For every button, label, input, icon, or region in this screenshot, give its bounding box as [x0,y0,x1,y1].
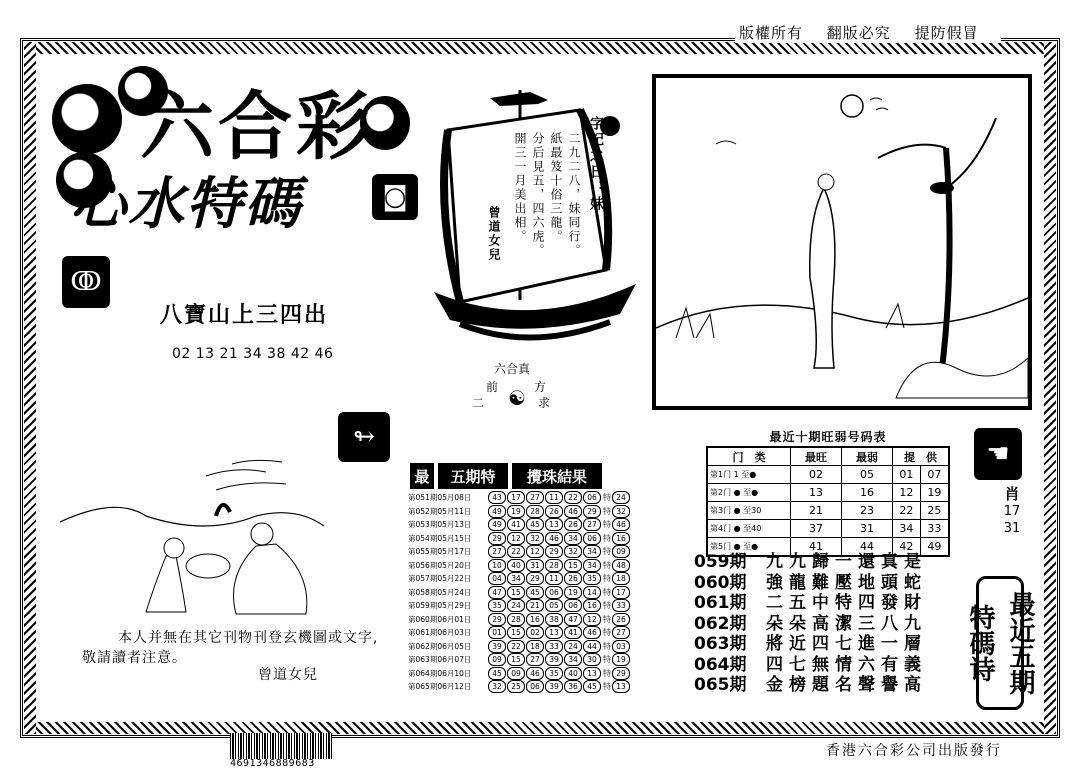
result-ball: 06 [545,586,563,599]
result-ball: 30 [583,653,601,666]
goose-icon: ↬ [338,412,390,462]
result-ball: 17 [507,491,525,504]
result-row [408,505,648,519]
result-ball: 29 [583,505,601,518]
result-ball: 28 [526,505,544,518]
stats-row [707,484,949,502]
result-ball: 24 [507,599,525,612]
result-ball: 32 [526,532,544,545]
col-provide: 提 供 [893,447,950,466]
seal-top-text: 六合真 [494,362,531,376]
result-ball: 29 [488,532,506,545]
result-period: 第061期06月03日 [408,628,472,638]
result-ball: 49 [488,518,506,531]
result-ball: 09 [488,653,506,666]
stats-title: 最近十期旺弱号码表 [769,430,887,444]
result-ball: 46 [564,505,582,518]
seal-bottom-left-text: 二 [472,396,485,410]
results-header-3: 攪珠結果 [512,463,602,489]
copyright-text-2: 翻版必究 [826,24,891,42]
results-header-1: 最 [410,463,434,489]
result-ball: 22 [507,545,525,558]
result-ball: 31 [526,559,544,572]
center-seal [468,360,578,416]
result-ball: 10 [488,559,506,572]
result-ball: 16 [526,613,544,626]
result-ball: 45 [583,680,601,693]
result-ball: 13 [545,626,563,639]
poem-period: 059期 [694,552,747,572]
poem-text: 四七無情六有義 [766,654,927,675]
decorative-blob-icon [52,84,122,154]
result-ball: 49 [488,505,506,518]
special-ball: 26 [612,613,630,626]
stats-cell-cold: 23 [842,502,893,520]
poem-row [694,614,927,635]
stats-cell-p2: 25 [920,502,949,520]
ship-verse-line-2: 紙最笈十俗三龍。 [549,132,563,244]
result-ball: 46 [526,667,544,680]
copyright-text-1: 版權所有 [739,24,804,42]
result-ball: 26 [545,505,563,518]
result-ball: 28 [545,559,563,572]
special-label: 特 [603,668,611,678]
special-ball: 32 [612,505,630,518]
result-ball: 32 [564,545,582,558]
special-label: 特 [603,587,611,597]
col-cold: 最弱 [842,447,893,466]
result-row [408,667,648,681]
poem-period: 060期 [694,572,747,593]
result-period: 第054期05月15日 [408,533,472,543]
stats-cell-gate: 第1门 1 至● [707,466,791,484]
result-period: 第065期06月12日 [408,682,472,692]
seal-right-text: 方 [534,380,547,394]
result-ball: 45 [526,586,544,599]
special-ball: 09 [612,545,630,558]
result-ball: 06 [526,680,544,693]
ship-heading: 字記之日：妹 [588,116,604,212]
result-row [408,572,648,586]
result-ball: 34 [583,559,601,572]
special-ball: 33 [612,599,630,612]
riddle-numbers: 02 13 21 34 38 42 46 [172,346,334,362]
stats-cell-p1: 22 [893,502,921,520]
result-ball: 39 [488,640,506,653]
special-label: 特 [603,682,611,692]
poem-period: 064期 [694,654,747,675]
special-label: 特 [603,547,611,557]
result-ball: 34 [583,545,601,558]
stats-cell-cold: 31 [842,520,893,538]
result-ball: 22 [507,640,525,653]
poem-banner: 最近五期特碼诗 [976,576,1024,710]
result-ball: 39 [545,653,563,666]
ship-verse-line-4: 開三一月美出相。 [513,132,527,244]
result-ball: 19 [564,586,582,599]
special-label: 特 [603,560,611,570]
result-ball: 22 [564,491,582,504]
result-row [408,559,648,573]
result-ball: 34 [507,572,525,585]
result-period: 第058期05月24日 [408,587,472,597]
stats-row [707,520,949,538]
special-label: 特 [603,641,611,651]
special-ball: 17 [612,586,630,599]
result-ball: 13 [583,667,601,680]
result-ball: 40 [564,667,582,680]
result-ball: 47 [564,613,582,626]
result-ball: 12 [583,613,601,626]
barcode [230,733,332,759]
result-ball: 27 [583,518,601,531]
result-row [408,680,648,694]
side-number-1: 17 [1003,504,1021,519]
special-ball: 19 [612,653,630,666]
result-ball: 12 [507,532,525,545]
stats-grid [706,446,950,557]
stats-cell-p2: 19 [920,484,949,502]
special-ball: 29 [612,667,630,680]
barcode-number: 4691346889683 [230,758,315,769]
result-ball: 27 [526,491,544,504]
result-ball: 25 [507,680,525,693]
stats-cell-p2: 33 [920,520,949,538]
riddle-line: 八寶山上三四出 [160,302,329,328]
col-hot: 最旺 [791,447,842,466]
side-number-2: 31 [1003,521,1021,536]
special-ball: 16 [612,532,630,545]
result-ball: 34 [564,653,582,666]
special-label: 特 [603,506,611,516]
scholar-illustration [656,78,1028,406]
result-ball: 15 [564,559,582,572]
stats-cell-hot: 21 [791,502,842,520]
stats-cell-hot: 37 [791,520,842,538]
result-ball: 40 [507,559,525,572]
special-ball: 18 [612,572,630,585]
stats-cell-p2: 49 [920,538,949,557]
special-ball: 24 [612,491,630,504]
result-ball: 11 [545,572,563,585]
poem-period: 065期 [694,675,747,695]
result-ball: 41 [507,518,525,531]
result-ball: 33 [545,640,563,653]
result-row [408,640,648,654]
result-ball: 35 [488,599,506,612]
ship-verse-line-1: 二九二八，妹同行。 [567,132,581,258]
result-ball: 26 [564,572,582,585]
poem-text: 強龍難壓地頭蛇 [766,572,927,593]
result-ball: 16 [583,599,601,612]
result-ball: 15 [507,626,525,639]
result-period: 第060期06月01日 [408,614,472,624]
stats-cell-p1: 01 [893,466,921,484]
result-ball: 35 [583,572,601,585]
result-ball: 29 [526,572,544,585]
special-label: 特 [603,520,611,530]
poem-text: 金榜題名聲譽高 [766,675,927,695]
seal-bottom-right-text: 求 [538,396,551,410]
result-period: 第062期06月05日 [408,641,472,651]
poem-text: 二五中特四發財 [766,593,927,613]
result-ball: 01 [488,626,506,639]
stats-row [707,466,949,484]
poem-row [694,655,927,676]
crane-icon: ↂ [62,256,110,308]
woodcutter-illustration [56,446,326,616]
page-subtitle: 心水特碼 [70,172,302,237]
result-ball: 06 [583,532,601,545]
result-ball: 28 [507,613,525,626]
result-ball: 29 [545,545,563,558]
notice-text [82,628,378,668]
stats-cell-p1: 42 [893,538,921,557]
stats-cell-cold: 05 [842,466,893,484]
result-ball: 45 [488,667,506,680]
result-ball: 43 [488,491,506,504]
result-ball: 11 [545,491,563,504]
copyright-text-3: 提防假冒 [914,24,979,42]
result-row [408,586,648,600]
result-ball: 14 [583,586,601,599]
stats-cell-gate: 第2门 ● 至● [707,484,791,502]
poem-text: 朵朵高潔三八九 [766,613,927,634]
result-ball: 13 [545,518,563,531]
result-ball: 27 [526,653,544,666]
result-period: 第052期05月11日 [408,506,472,516]
publisher-line: 香港六合彩公司出版發行 [826,743,1002,759]
seal-left-text: 前 [486,380,499,394]
special-label: 特 [603,601,611,611]
poem-row [694,675,927,696]
stats-cell-cold: 16 [842,484,893,502]
page-title: 六合彩 [140,84,374,170]
result-row [408,532,648,546]
result-period: 第057期05月22日 [408,574,472,584]
result-ball: 15 [507,653,525,666]
side-label: 肖 [1004,485,1020,503]
stats-cell-gate: 第4门 ● 至40 [707,520,791,538]
ship-author: 曾道女兒 [487,206,501,262]
result-ball: 46 [545,532,563,545]
result-ball: 21 [526,599,544,612]
result-row [408,626,648,640]
result-ball: 38 [545,613,563,626]
stats-cell-gate: 第3门 ● 至30 [707,502,791,520]
result-ball: 46 [583,626,601,639]
dragon-icon: ☯ [508,386,526,410]
ship-verse-line-3: 分后見五，四六虎。 [531,132,545,258]
result-ball: 26 [564,518,582,531]
result-row [408,613,648,627]
result-period: 第064期06月10日 [408,668,472,678]
notice-signature: 曾道女兒 [258,667,318,683]
result-ball: 27 [488,545,506,558]
result-period: 第059期05月29日 [408,601,472,611]
result-ball: 04 [488,572,506,585]
result-row [408,653,648,667]
results-header-2: 五期特 [438,463,508,489]
special-label: 特 [603,655,611,665]
special-ball: 46 [612,518,630,531]
special-label: 特 [603,628,611,638]
special-label: 特 [603,614,611,624]
result-ball: 19 [507,505,525,518]
stats-cell-p2: 07 [920,466,949,484]
side-zodiac-numbers [1000,486,1024,537]
result-ball: 47 [488,586,506,599]
special-ball: 13 [612,680,630,693]
stats-row [707,502,949,520]
notice-line-1: 本人并無在其它刊物刊登玄機圖或文字, [118,630,379,646]
stats-cell-hot: 41 [791,538,842,557]
result-ball: 12 [526,545,544,558]
emblem-icon: ◙ [372,174,418,220]
result-ball: 39 [545,680,563,693]
special-ball: 03 [612,640,630,653]
result-ball: 24 [564,640,582,653]
result-ball: 29 [488,613,506,626]
poem-text: 九九歸一還真是 [766,552,927,572]
special-label: 特 [603,493,611,503]
result-row [408,518,648,532]
poem-period: 063期 [694,634,747,654]
poem-row [694,573,927,594]
notice-line-2: 敬請讀者注意。 [82,650,187,666]
stats-cell-hot: 02 [791,466,842,484]
special-label: 特 [603,574,611,584]
result-ball: 45 [526,518,544,531]
result-ball: 34 [564,532,582,545]
hand-icon: ☚ [974,428,1022,480]
result-period: 第063期06月07日 [408,655,472,665]
results-header [410,463,645,489]
copyright-notice [735,22,1001,43]
result-ball: 15 [507,586,525,599]
hot-cold-table [706,428,950,557]
poem-period: 061期 [694,593,747,613]
result-ball: 41 [564,626,582,639]
poem-text: 將近四七進一層 [766,634,927,654]
result-ball: 44 [583,640,601,653]
stats-cell-cold: 44 [842,538,893,557]
poem-row [694,552,927,573]
result-row [408,599,648,613]
result-period: 第056期05月20日 [408,560,472,570]
special-number-poem [694,552,927,696]
special-ball: 48 [612,559,630,572]
result-ball: 02 [526,626,544,639]
result-period: 第055期05月17日 [408,547,472,557]
result-ball: 09 [507,667,525,680]
result-ball: 32 [488,680,506,693]
result-period: 第053期05月13日 [408,520,472,530]
result-ball: 36 [564,680,582,693]
col-gate: 门 类 [707,447,791,466]
stats-cell-p1: 12 [893,484,921,502]
stats-cell-p1: 34 [893,520,921,538]
special-label: 特 [603,533,611,543]
result-ball: 35 [545,667,563,680]
special-ball: 27 [612,626,630,639]
stats-cell-hot: 13 [791,484,842,502]
poem-period: 062期 [694,613,747,634]
stats-cell-gate: 第5门 ● 至● [707,538,791,557]
result-row [408,491,648,505]
result-ball: 05 [545,599,563,612]
result-ball: 06 [564,599,582,612]
result-ball: 18 [526,640,544,653]
poem-row [694,634,927,655]
scholar-picture-frame [652,74,1032,410]
result-row [408,545,648,559]
result-period: 第051期05月08日 [408,493,472,503]
poem-row [694,593,927,614]
result-ball: 06 [583,491,601,504]
draw-results-list [408,491,648,694]
